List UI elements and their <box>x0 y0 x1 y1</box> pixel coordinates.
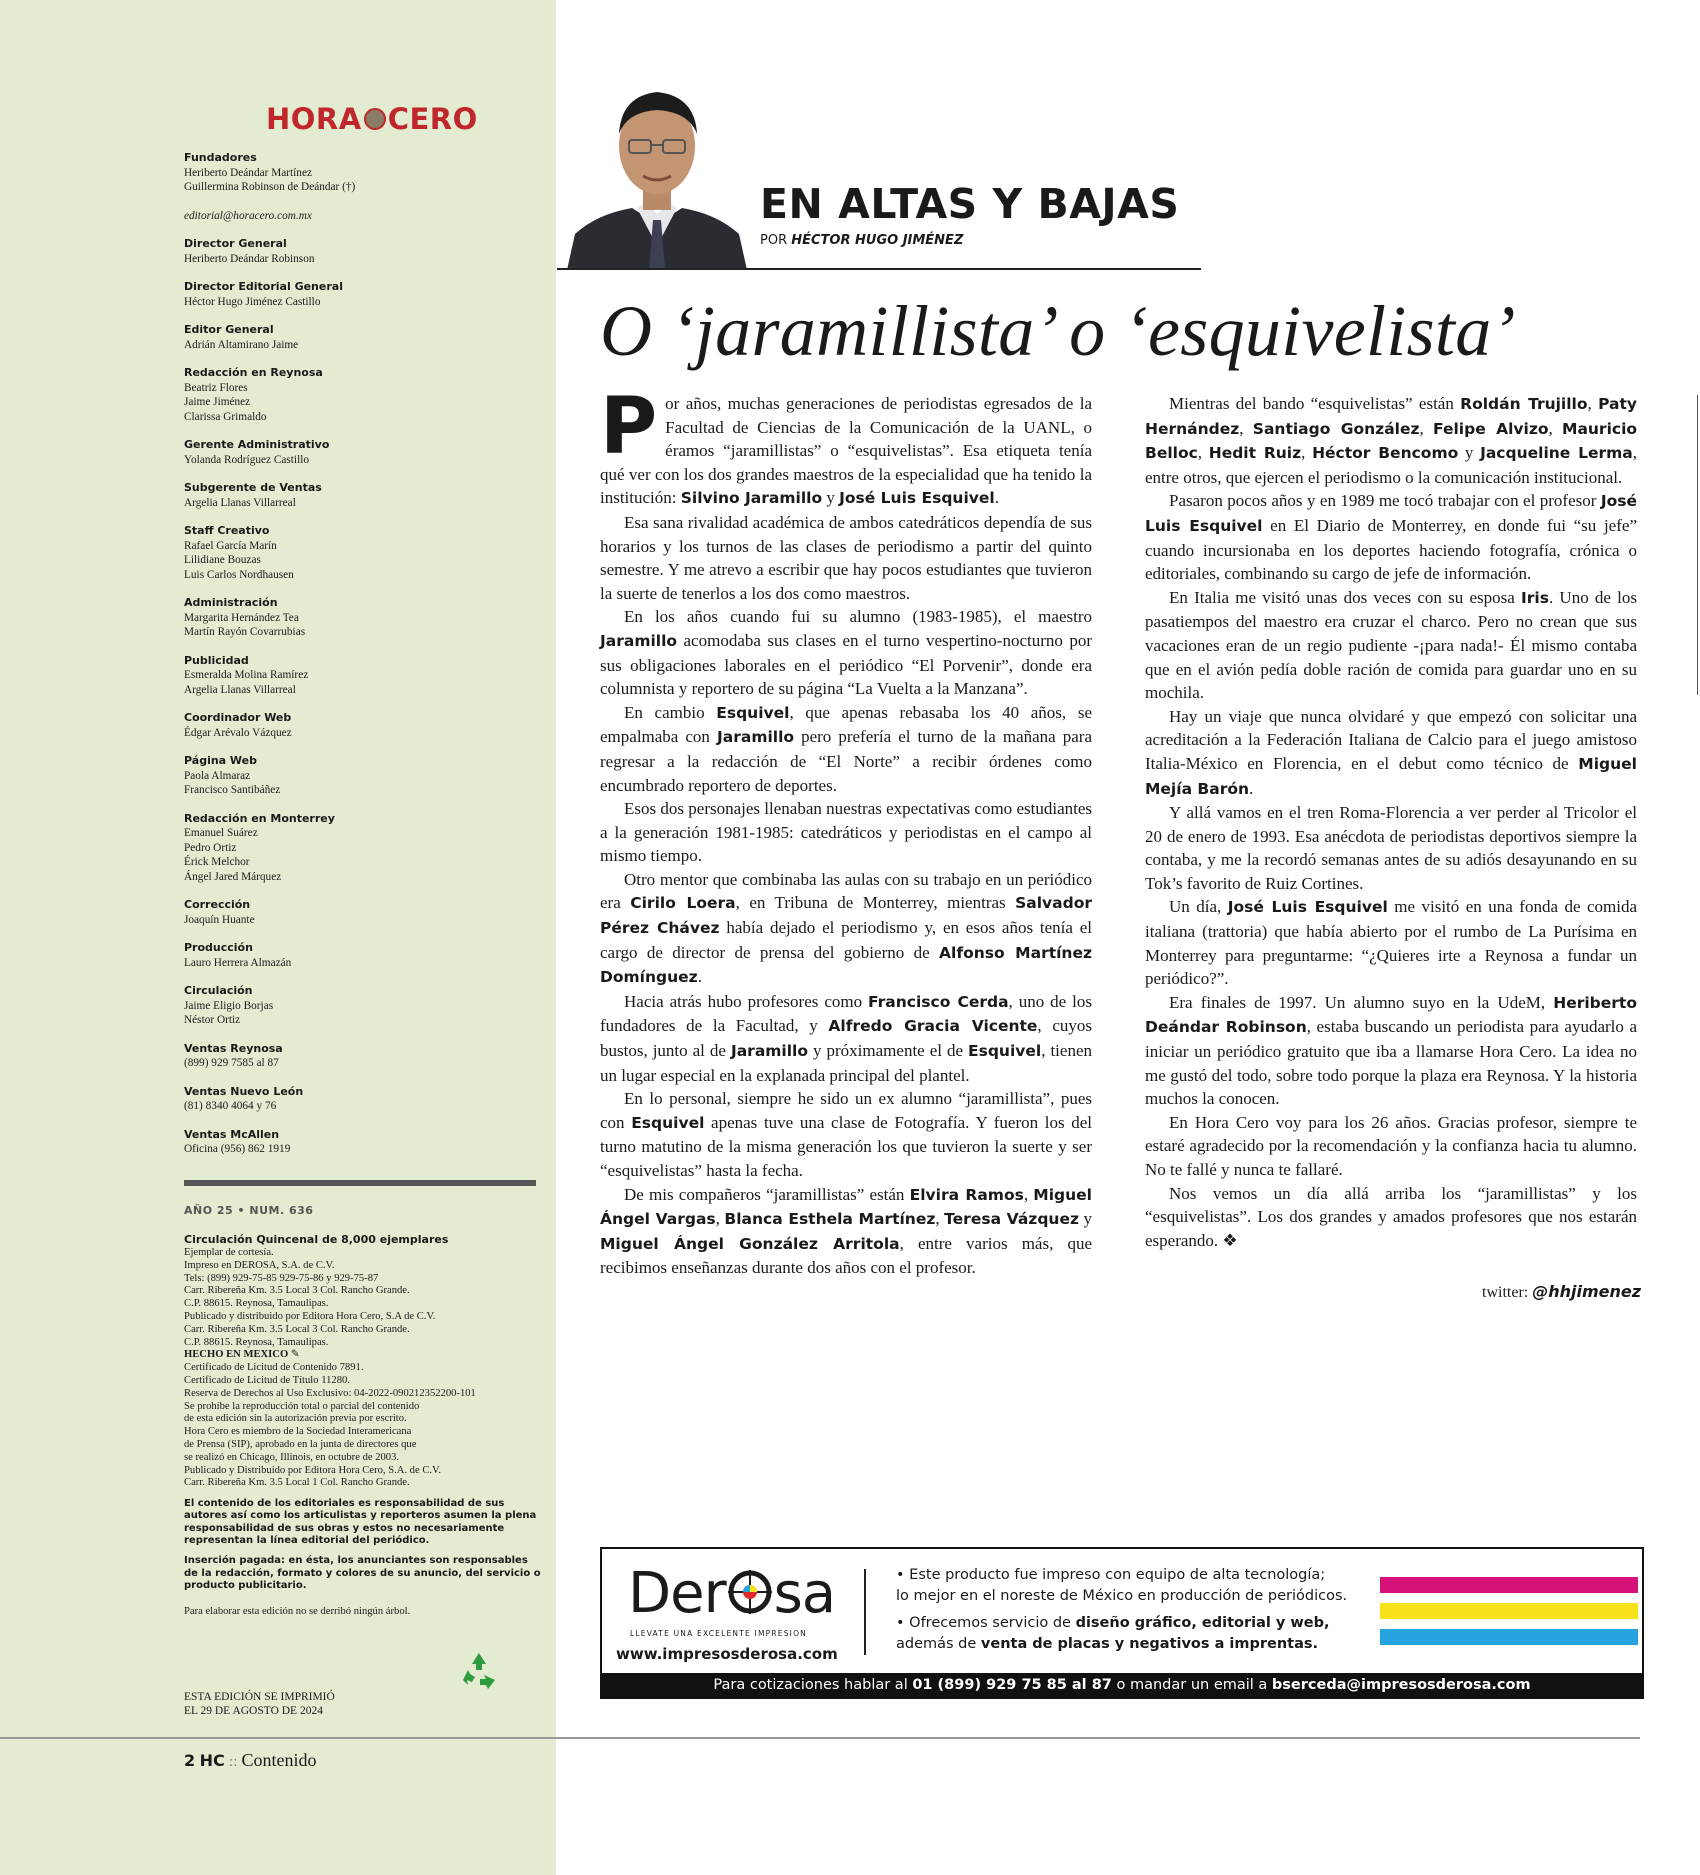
person-name: Miguel Ángel Vargas <box>600 1185 1092 1229</box>
person-name: Francisco Cerda <box>868 992 1009 1011</box>
article-paragraph <box>600 382 1092 511</box>
staff-role: Fundadores <box>184 151 257 164</box>
footer-rule <box>0 1737 1640 1739</box>
person-name: Jaramillo <box>600 631 678 650</box>
staff-role: Circulación <box>184 984 253 997</box>
article-paragraph <box>600 511 1092 605</box>
editorial-disclaimer: El contenido de los editoriales es responsabilidad de sus autores así como los articulistas y reporteros asumen la plena responsabilidad de sus obras y estos no necesariamente representan la línea editorial del periódico. <box>184 1498 537 1547</box>
staff-role: Corrección <box>184 898 251 911</box>
person-name: Silvino Jaramillo <box>680 489 823 508</box>
article-paragraph <box>600 1183 1092 1280</box>
person-name: Teresa Vázquez <box>944 1210 1079 1229</box>
ad-tagline: LLEVATE UNA EXCELENTE IMPRESION <box>630 1629 807 1638</box>
person-name: Jaramillo <box>716 728 795 747</box>
staff-name: Guillermina Robinson de Deándar (†) <box>184 181 356 193</box>
staff-name: Margarita Hernández Tea <box>184 611 299 624</box>
article-text: , entre otros, que ejercen el periodismo o la comunicación institucional. <box>1145 443 1638 487</box>
staff-name: Luis Carlos Nordhausen <box>184 568 294 581</box>
legal-line: Carr. Ribereña Km. 3.5 Local 3 Col. Rancho Grande. <box>184 1285 410 1297</box>
staff-role: Administración <box>184 596 278 609</box>
staff-name: Adrián Altamirano Jaime <box>184 338 299 351</box>
article-text: Era finales de 1997. Un alumno suyo en la UdeM, <box>1169 992 1554 1012</box>
legal-line: Se prohíbe la reproducción total o parcial del contenido <box>184 1400 420 1412</box>
article-paragraph <box>600 605 1092 700</box>
staff-name: Argelia Llanas Villarreal <box>184 496 296 509</box>
person-name: Alfonso Martínez Domínguez <box>600 943 1093 987</box>
staff-name: Beatriz Flores <box>184 381 248 394</box>
staff-name: Édgar Arévalo Vázquez <box>184 726 292 739</box>
person-name: Salvador Pérez Chávez <box>600 894 1092 938</box>
staff-role: Subgerente de Ventas <box>184 481 322 494</box>
masthead-sidebar <box>0 0 556 1875</box>
ad-divider <box>864 1569 866 1655</box>
magenta-stripe <box>1380 1577 1638 1593</box>
article-text: En lo personal, siempre he sido un ex alumno “jaramillista”, pues con <box>600 1089 1092 1132</box>
article-text: , <box>1239 418 1253 438</box>
person-name: Iris <box>1521 588 1549 607</box>
article-text: Otro mentor que combinaba las aulas con su trabajo en un periódico era <box>600 869 1092 913</box>
article-text: , <box>1419 418 1434 438</box>
staff-name: Francisco Santibáñez <box>184 784 281 796</box>
article-paragraph <box>1145 1182 1637 1253</box>
staff-role: Producción <box>184 941 253 954</box>
page-folio <box>184 1750 317 1771</box>
article-text: , <box>1548 418 1563 438</box>
hora-cero-logo <box>266 102 478 136</box>
ad-bullet-2 <box>896 1613 1356 1655</box>
staff-role: Editor General <box>184 323 274 336</box>
article-text: Mientras del bando “esquivelistas” están <box>1169 394 1461 413</box>
article-text: , <box>935 1209 945 1229</box>
sidebar-divider <box>184 1180 536 1186</box>
person-name: Elvira Ramos <box>909 1185 1024 1204</box>
logo-text-right: CERO <box>387 102 478 136</box>
article-paragraph <box>1145 991 1637 1111</box>
logo-left: Der <box>628 1561 726 1626</box>
staff-name: Pedro Ortiz <box>184 841 237 854</box>
editorial-email: editorial@horacero.com.mx <box>184 209 312 222</box>
legal-line: Ejemplar de cortesía. <box>184 1247 274 1258</box>
article-text: , en Tribuna de Monterrey, mientras <box>735 893 1016 913</box>
column-name: EN ALTAS Y BAJAS <box>760 180 1180 228</box>
print-date-line-2: EL 29 DE AGOSTO DE 2024 <box>184 1705 323 1717</box>
footer-email: bserceda@impresosderosa.com <box>1271 1677 1531 1693</box>
staff-name: Rafael García Marín <box>184 539 277 552</box>
staff-name: Yolanda Rodríguez Castillo <box>184 453 309 466</box>
staff-role: Página Web <box>184 754 257 767</box>
article-text: En cambio <box>624 702 717 722</box>
byline <box>760 233 963 248</box>
legal-line: de esta edición sin la autorización previa por escrito. <box>184 1413 407 1425</box>
twitter-handle-text: @hhjimenez <box>1532 1282 1642 1301</box>
staff-name: Paola Almaraz <box>184 769 251 782</box>
page-number: 2 <box>184 1751 196 1770</box>
ad-bullet-2-mid: además de <box>896 1636 981 1652</box>
article-paragraph <box>600 701 1092 797</box>
staff-name: Clarissa Grimaldo <box>184 410 267 423</box>
person-name: José Luis Esquivel <box>1145 492 1637 535</box>
yellow-stripe <box>1380 1603 1638 1619</box>
article-text: , tienen un lugar especial en la explanada principal del plantel. <box>600 1041 1092 1085</box>
person-name: Miguel Mejía Barón <box>1145 754 1637 798</box>
staff-role: Gerente Administrativo <box>184 438 330 451</box>
article-text: , <box>715 1209 725 1229</box>
article-text: . <box>697 967 702 987</box>
article-paragraph <box>1145 1111 1637 1182</box>
twitter-label: twitter: <box>1482 1284 1529 1301</box>
article-text: , <box>1301 443 1313 463</box>
legal-line: Publicado y Distribuido por Editora Hora Cero, S.A. de C.V. <box>184 1464 441 1476</box>
staff-name: Héctor Hugo Jiménez Castillo <box>184 295 321 308</box>
mexico-flag-icon: ✎ <box>290 1349 300 1361</box>
staff-role: Redacción en Reynosa <box>184 366 323 379</box>
legal-line: Impreso en DEROSA, S.A. de C.V. <box>184 1259 335 1271</box>
staff-name: Lauro Herrera Almazán <box>184 956 292 969</box>
staff-name: Emanuel Suárez <box>184 827 258 839</box>
person-name: Hedit Ruiz <box>1208 444 1302 463</box>
article-text: había dejado el periodismo y, en esos años tenía el cargo de director de prensa del gobierno de <box>600 918 1092 962</box>
staff-role: Director General <box>184 237 287 250</box>
staff-name: (81) 8340 4064 y 76 <box>184 1100 277 1112</box>
article-text: or años, muchas generaciones de periodistas egresados de la Facultad de Ciencias de la Comunicación de la UANL, o éramos “jaramillistas” o “esquivelistas”. Esa etiqueta tenía qué ver con los dos grandes maestros de la especialidad que ha tenido la institución: <box>600 394 1092 508</box>
article-paragraph <box>1145 392 1637 489</box>
article-paragraph <box>600 797 1092 868</box>
article-text: Esa sana rivalidad académica de ambos catedráticos dependía de sus horarios y los turnos de las clases de periodismo a partir del quinto semestre. Y me atrevo a escribir que hay pocos estudiantes que tuvieron la suerte de tenerlos a los dos como maestros. <box>600 512 1092 603</box>
legal-lines-2 <box>184 1362 544 1490</box>
legal-line: Tels: (899) 929-75-85 929-75-86 y 929-75-87 <box>184 1272 379 1284</box>
article-paragraph <box>1145 489 1637 585</box>
staff-name: Argelia Llanas Villarreal <box>184 683 296 696</box>
article-text: , cuyos bustos, junto al de <box>600 1016 1092 1061</box>
author-photo <box>557 74 757 270</box>
article-text: Un día, <box>1169 897 1228 917</box>
person-name: Santiago González <box>1252 419 1420 438</box>
hecho-en-mexico <box>184 1349 544 1362</box>
article-text: y <box>1078 1209 1092 1229</box>
person-name: Blanca Esthela Martínez <box>724 1210 936 1229</box>
staff-name: Oficina (956) 862 1919 <box>184 1143 291 1155</box>
staff-name: Martín Rayón Covarrubias <box>184 626 306 638</box>
person-name: Paty Hernández <box>1145 395 1638 438</box>
article-text: en El Diario de Monterrey, en donde fui “su jefe” cuando incursionaba en los deportes haciendo fotografía, crónica o editoriales, combinando su cargo de jefe de información. <box>1145 515 1637 584</box>
derosa-logo <box>628 1559 836 1629</box>
issue-number: AÑO 25 • NUM. 636 <box>184 1204 314 1217</box>
person-name: Héctor Bencomo <box>1312 444 1459 463</box>
article-text: y <box>822 488 840 508</box>
person-name: Alfredo Gracia Vicente <box>828 1017 1038 1036</box>
staff-role: Ventas McAllen <box>184 1127 280 1141</box>
ad-url: www.impresosderosa.com <box>616 1645 838 1663</box>
legal-line: Reserva de Derechos al Uso Exclusivo: 04-2022-090212352200-101 <box>184 1387 476 1399</box>
legal-notice <box>184 1233 544 1619</box>
article-column-1 <box>600 382 1093 1280</box>
advertising-disclaimer: Inserción pagada: en ésta, los anunciantes son responsables de la redacción, formato y colores de su anuncio, del servicio o producto publicitario. <box>184 1555 541 1591</box>
legal-line: de Prensa (SIP), aprobado en la junta de directores que <box>184 1438 417 1450</box>
staff-name: (899) 929 7585 al 87 <box>184 1057 279 1069</box>
recycle-icon <box>458 1650 500 1692</box>
article-paragraph <box>600 868 1092 990</box>
person-name: Cirilo Loera <box>630 894 736 913</box>
staff-name: Heriberto Deándar Martínez <box>184 166 312 179</box>
footer-mid: o mandar un email a <box>1111 1677 1272 1693</box>
staff-name: Joaquín Huante <box>184 913 255 926</box>
article-text: Hacia atrás hubo profesores como <box>624 991 869 1011</box>
folio-hc: HC <box>199 1751 225 1770</box>
person-name: José Luis Esquivel <box>839 489 995 508</box>
article-text: Y allá vamos en el tren Roma-Florencia a ver perder al Tricolor el 20 de enero de 1993. Esa anécdota de periodistas deportivos siempre la contaba, y me la recordó semanas antes de su adiós desayunando en su Tok’s favorito de Ruiz Cortines. <box>1145 803 1637 893</box>
ad-bullet-1 <box>896 1565 1356 1607</box>
article-text: De mis compañeros “jaramillistas” están <box>624 1184 910 1204</box>
staff-name: Ángel Jared Márquez <box>184 870 282 883</box>
article-text: En los años cuando fui su alumno (1983-1985), el maestro <box>624 607 1092 627</box>
article-headline: O ‘jaramillista’ o ‘esquivelista’ <box>600 291 1516 371</box>
circulation-title: Circulación Quincenal de 8,000 ejemplares <box>184 1233 449 1246</box>
article-text: Hay un viaje que nunca olvidaré y que empezó con solicitar una acreditación a la Federación Italiana de Calcio para el juego amistoso Italia-México en Florencia, en el debut como técnico de <box>1145 706 1637 773</box>
article-text: Nos vemos un día allá arriba los “jaramillistas” y los “esquivelistas”. Los dos grandes y amados profesores que nos estarán esperando. ❖ <box>1145 1183 1637 1250</box>
article-paragraph <box>1145 705 1637 801</box>
article-text: , <box>1023 1184 1034 1204</box>
person-name: Miguel Ángel González Arritola <box>600 1234 900 1253</box>
legal-line: C.P. 88615. Reynosa, Tamaulipas. <box>184 1336 329 1348</box>
derosa-advertisement <box>600 1547 1644 1699</box>
cyan-stripe <box>1380 1629 1638 1645</box>
article-paragraph <box>1145 801 1637 895</box>
staff-role: Coordinador Web <box>184 711 292 724</box>
article-text: y <box>1458 443 1481 463</box>
article-text: En Italia me visitó unas dos veces con su esposa <box>1169 587 1521 607</box>
ad-bullet-1b: lo mejor en el noreste de México en producción de periódicos. <box>896 1588 1348 1604</box>
byline-prefix: POR <box>760 233 788 248</box>
footer-phone: 01 (899) 929 75 85 al 87 <box>912 1677 1112 1693</box>
footer-prefix: Para cotizaciones hablar al <box>713 1677 913 1693</box>
article-paragraph <box>600 1087 1092 1182</box>
staff-role: Director Editorial General <box>184 280 343 293</box>
article-paragraph <box>1145 895 1637 990</box>
legal-line: Carr. Ribereña Km. 3.5 Local 1 Col. Rancho Grande. <box>184 1477 410 1489</box>
article-text: Esos dos personajes llenaban nuestras expectativas como estudiantes a la generación 1981-1985: catedráticos y periodistas en el campo al mismo tiempo. <box>600 799 1092 866</box>
staff-name: Jaime Eligio Borjas <box>184 999 274 1012</box>
legal-line: Carr. Ribereña Km. 3.5 Local 3 Col. Rancho Grande. <box>184 1323 410 1335</box>
logo-text-left: HORA <box>266 102 362 136</box>
ad-bullet-2-bold2: venta de placas y negativos a imprentas. <box>980 1636 1319 1652</box>
ad-bullet-2-prefix: • Ofrecemos servicio de <box>896 1615 1076 1631</box>
article-text: . <box>994 488 999 508</box>
article-text: acomodaba sus clases en el turno vespertino-nocturno por sus obligaciones laborales en el periódico “El Porvenir”, donde era columnista y reportero de su página “La Vuelta a la Manzana”. <box>600 630 1092 699</box>
legal-line: Hora Cero es miembro de la Sociedad Interamericana <box>184 1426 412 1438</box>
article-text: En Hora Cero voy para los 26 años. Gracias profesor, siempre te estaré agradecido por la recomendación y la confianza hacia tu alumno. No te fallé y nunca te fallaré. <box>1145 1112 1637 1179</box>
article-text: , <box>1197 443 1209 463</box>
article-text: pero prefería el turno de la mañana para regresar a la redacción de “El Norte” a recibir órdenes como encumbrado reportero de deportes. <box>600 727 1092 795</box>
legal-lines <box>184 1247 544 1349</box>
article-text: . <box>1249 778 1254 798</box>
article-column-2 <box>1145 392 1637 1252</box>
person-name: Jacqueline Lerma <box>1480 444 1633 463</box>
person-name: Heriberto Deándar Robinson <box>1145 993 1637 1037</box>
person-name: Mauricio Belloc <box>1145 419 1638 463</box>
staff-name: Jaime Jiménez <box>184 396 251 408</box>
staff-name: Néstor Ortiz <box>184 1014 241 1026</box>
person-name: Esquivel <box>968 1042 1042 1061</box>
legal-line: C.P. 88615. Reynosa, Tamaulipas. <box>184 1298 329 1310</box>
article-text: . Uno de los pasatiempos del maestro era cruzar el charco. Pero no crean que sus vacaciones eran de un regio pudiente -¡para nada!- Él mismo contaba que en el avión pedía doble ración de comida para guardar uno en su mochila. <box>1145 587 1637 703</box>
right-edge-rule <box>1697 395 1698 695</box>
article-text: Pasaron pocos años y en 1989 me tocó trabajar con el profesor <box>1169 491 1601 511</box>
article-text: apenas tuve una clase de Fotografía. Y fueron los del turno matutino de la misma generación los que tuvieron la suerte y ser “esquivelistas” hasta la fecha. <box>600 1112 1093 1180</box>
staff-role: Publicidad <box>184 653 249 667</box>
author-name: HÉCTOR HUGO JIMÉNEZ <box>791 233 964 248</box>
person-name: Felipe Alvizo <box>1433 419 1549 438</box>
ad-bullet-1a: • Este producto fue impreso con equipo de alta tecnología; <box>896 1567 1326 1583</box>
person-name: Jaramillo <box>730 1042 809 1061</box>
staff-role: Ventas Nuevo León <box>184 1084 304 1098</box>
hecho-text: HECHO EN MEXICO <box>184 1349 289 1361</box>
tree-note: Para elaborar esta edición no se derribó ningún árbol. <box>184 1606 411 1618</box>
print-date <box>184 1690 335 1718</box>
person-name: Esquivel <box>631 1113 705 1132</box>
header-rule <box>557 268 1201 270</box>
staff-role: Ventas Reynosa <box>184 1041 283 1055</box>
logo-right: sa <box>773 1561 836 1626</box>
ad-contact-bar <box>602 1673 1642 1697</box>
article-paragraph <box>1145 586 1637 705</box>
folio-separator: :: <box>228 1755 238 1770</box>
ad-copy <box>896 1565 1356 1661</box>
article-paragraph <box>600 990 1092 1087</box>
staff-name: Lilidiane Bouzas <box>184 554 261 566</box>
article-text: me visitó en una fonda de comida italiana (trattoria) que había abierto por el rumbo de La Purísima en Monterrey para preguntarme: “¿Quieres irte a Reynosa a fundar un periódico?”. <box>1145 897 1638 989</box>
staff-name: Heriberto Deándar Robinson <box>184 252 315 265</box>
article-text: , <box>1587 394 1599 413</box>
staff-directory <box>184 151 524 1157</box>
person-name: José Luis Esquivel <box>1227 898 1388 917</box>
twitter-handle <box>1482 1282 1641 1302</box>
target-icon <box>726 1568 774 1616</box>
section-name: Contenido <box>241 1750 317 1770</box>
article-text: , estaba buscando un periodista para ayudarlo a iniciar un periódico gratuito que iba a llamarse Hora Cero. La idea no me gustó del todo, sobre todo porque la plaza era Reynosa. Y la historia muchos la conocen. <box>1145 1017 1637 1109</box>
clock-icon <box>364 108 386 130</box>
staff-role: Redacción en Monterrey <box>184 811 335 825</box>
person-name: Esquivel <box>716 703 790 722</box>
legal-line: Publicado y distribuido por Editora Hora Cero, S.A de C.V. <box>184 1310 436 1322</box>
drop-cap: P <box>600 382 658 472</box>
article-text: , uno de los fundadores de la Facultad, y <box>600 991 1093 1036</box>
article-text: y próximamente el de <box>808 1041 969 1061</box>
print-date-line-1: ESTA EDICIÓN SE IMPRIMIÓ <box>184 1691 335 1703</box>
person-name: Roldán Trujillo <box>1460 395 1588 413</box>
staff-name: Érick Melchor <box>184 856 250 868</box>
ad-bullet-2-bold: diseño gráfico, editorial y web, <box>1075 1615 1330 1631</box>
legal-line: se realizó en Chicago, Illinois, en octubre de 2003. <box>184 1451 400 1463</box>
article-text: , que apenas rebasaba los 40 años, se empalmaba con <box>600 702 1092 747</box>
article-text: , entre varios más, que recibimos enseñanzas durante dos años con el profesor. <box>600 1233 1092 1278</box>
legal-line: Certificado de Licitud de Título 11280. <box>184 1374 350 1386</box>
staff-role: Staff Creativo <box>184 524 270 537</box>
legal-line: Certificado de Licitud de Contenido 7891. <box>184 1362 364 1374</box>
staff-name: Esmeralda Molina Ramírez <box>184 669 309 681</box>
